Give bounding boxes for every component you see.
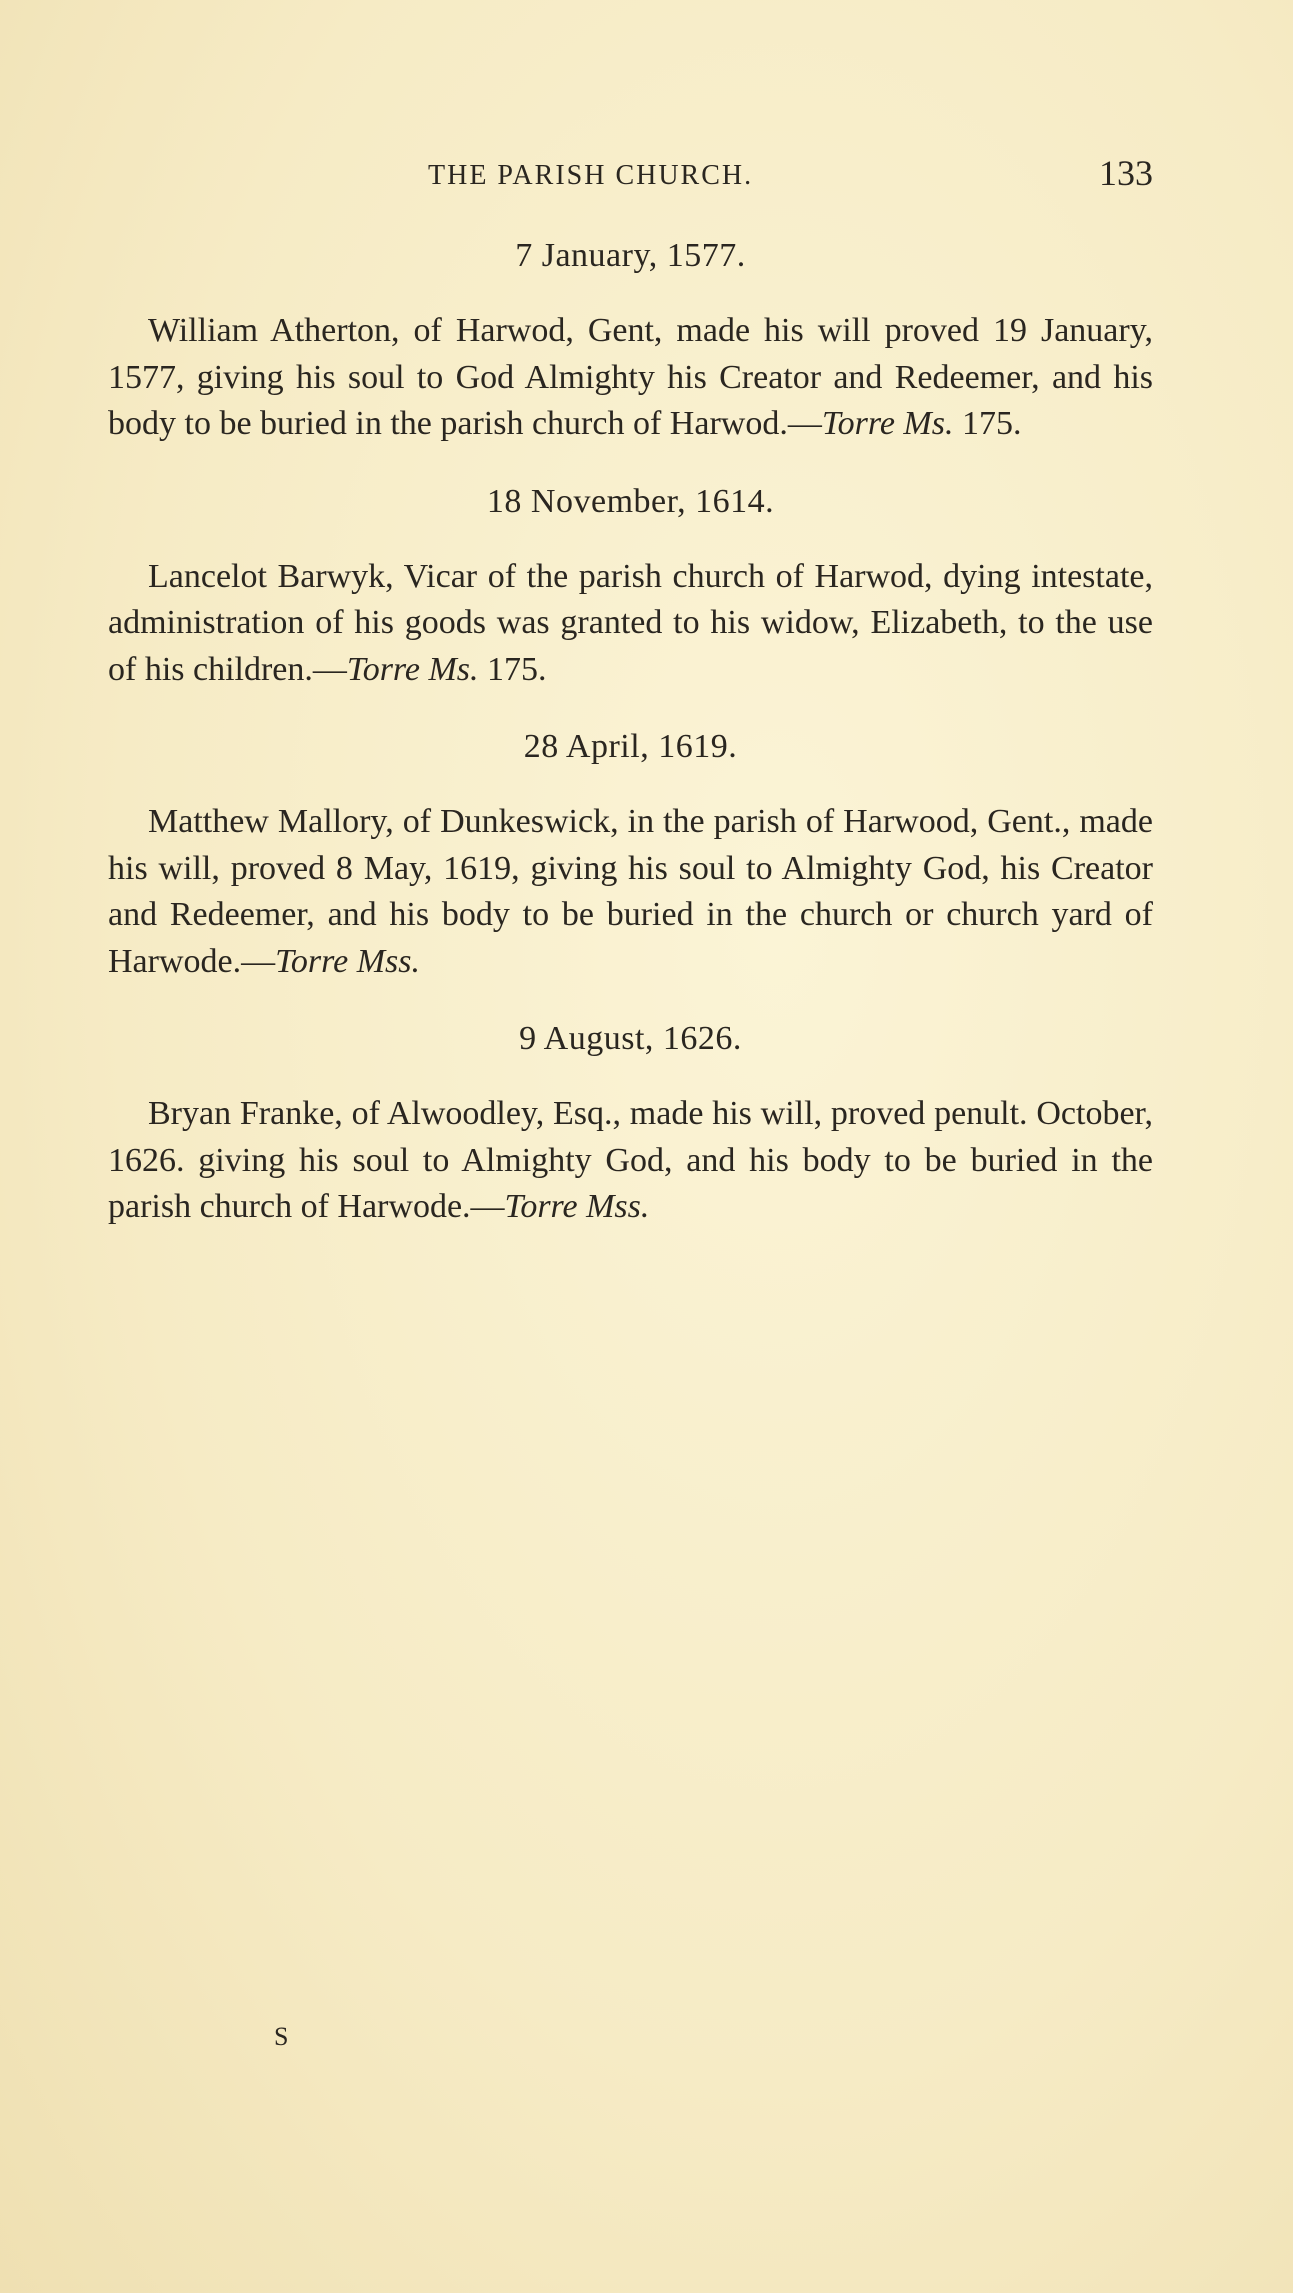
record-entries: [108, 236, 1153, 1265]
entry-date: 28 April, 1619.: [523, 728, 738, 765]
entry-source: Torre Mss.: [275, 942, 420, 980]
entry-source-ref: 175.: [478, 650, 547, 688]
entry-body: Lancelot Barwyk, Vicar of the parish church of Harwod, dying intestate, administration of his goods was granted to his widow, Elizabeth, to the use of his children.—: [108, 557, 1153, 688]
entry-date: 18 November, 1614.: [486, 482, 775, 520]
running-title: THE PARISH CHURCH.: [428, 160, 754, 191]
entry-text: [108, 1091, 1153, 1231]
page-number: 133: [1099, 153, 1153, 193]
record-entry: [108, 1019, 1153, 1231]
signature-mark: S: [274, 2022, 290, 2051]
record-entry: [108, 727, 1153, 985]
record-entry: [108, 236, 1153, 448]
entry-date: 9 August, 1626.: [519, 1020, 742, 1057]
running-head: [108, 150, 1153, 200]
entry-body: William Atherton, of Harwod, Gent, made his will proved 19 January, 1577, giving his soul to God Almighty his Creator and Redeemer, and his body to be buried in the parish church of Harwod.—: [108, 312, 1153, 442]
entry-source: Torre Mss.: [504, 1188, 650, 1225]
entry-text: [108, 308, 1153, 448]
entry-date: 7 January, 1577.: [515, 237, 746, 274]
record-entry: [108, 482, 1153, 694]
entry-text: [108, 799, 1153, 985]
entry-source-ref: 175.: [953, 405, 1022, 442]
entry-body: Matthew Mallory, of Dunkeswick, in the parish of Harwood, Gent., made his will, proved 8 May, 1619, giving his soul to Almighty God, his Creator and Redeemer, and his body to be buried in the church or church yard of Harwode.—: [108, 803, 1153, 980]
entry-body: Bryan Franke, of Alwoodley, Esq., made his will, proved penult. October, 1626. giving his soul to Almighty God, and his body to be buried in the parish church of Harwode.—: [108, 1095, 1153, 1225]
entry-source: Torre Ms.: [346, 650, 479, 688]
entry-text: [108, 554, 1153, 694]
entry-source: Torre Ms.: [821, 405, 954, 442]
